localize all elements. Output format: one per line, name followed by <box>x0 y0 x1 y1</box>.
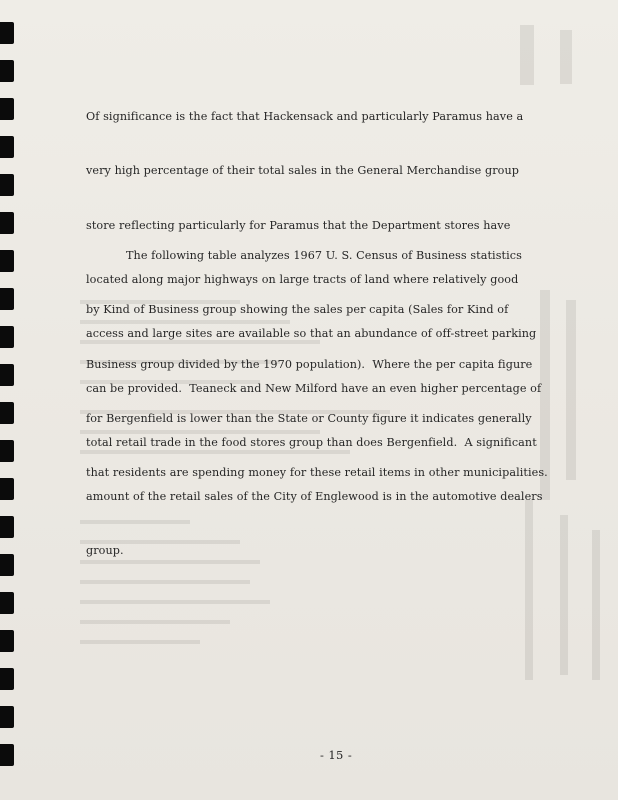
binding-hole <box>0 478 14 500</box>
binding-hole <box>0 516 14 538</box>
paragraph-line: for Bergenfield is lower than the State or County figure it indicates generally <box>86 412 532 426</box>
binding-hole <box>0 592 14 614</box>
binding-hole <box>0 98 14 120</box>
binding-hole <box>0 402 14 424</box>
binding-hole <box>0 364 14 386</box>
paragraph-line: store reflecting particularly for Paramus that the Department stores have <box>86 218 511 232</box>
binding-hole <box>0 212 14 234</box>
binding-hole <box>0 250 14 272</box>
binding-hole <box>0 60 14 82</box>
binding-hole <box>0 668 14 690</box>
paragraph-line: Business group divided by the 1970 population). Where the per capita figure <box>86 357 533 371</box>
paragraph-line: Of significance is the fact that Hackensack and particularly Paramus have a <box>86 110 524 124</box>
binding-hole <box>0 174 14 196</box>
paragraph-line: access and large sites are available so that an abundance of off-street parking <box>86 327 537 341</box>
binding-hole <box>0 554 14 576</box>
paragraph-line: very high percentage of their total sales in the General Merchandise group <box>86 164 519 178</box>
paragraph-line: total retail trade in the food stores group than does Bergenfield. A significant <box>86 435 537 449</box>
binding-hole <box>0 630 14 652</box>
census-table-intro-paragraph <box>86 211 578 519</box>
paragraph-line: that residents are spending money for these retail items in other municipalities. <box>86 466 548 480</box>
paragraph-line: by Kind of Business group showing the sales per capita (Sales for Kind of <box>86 303 509 317</box>
page-number: - 15 - <box>320 748 353 762</box>
paragraph-line: can be provided. Teaneck and New Milford have an even higher percentage of <box>86 381 542 395</box>
binding-hole <box>0 288 14 310</box>
binding-hole <box>0 440 14 462</box>
paragraph-line: group. <box>86 544 124 558</box>
paragraph-line: amount of the retail sales of the City of Englewood is in the automotive dealers <box>86 490 543 504</box>
binding-hole <box>0 706 14 728</box>
paragraph-line: The following table analyzes 1967 U. S. Census of Business statistics <box>86 249 522 263</box>
spiral-binding <box>0 0 16 800</box>
paragraph-line: located along major highways on large tracts of land where relatively good <box>86 273 519 287</box>
binding-hole <box>0 744 14 766</box>
binding-hole <box>0 136 14 158</box>
binding-hole <box>0 22 14 44</box>
binding-hole <box>0 326 14 348</box>
